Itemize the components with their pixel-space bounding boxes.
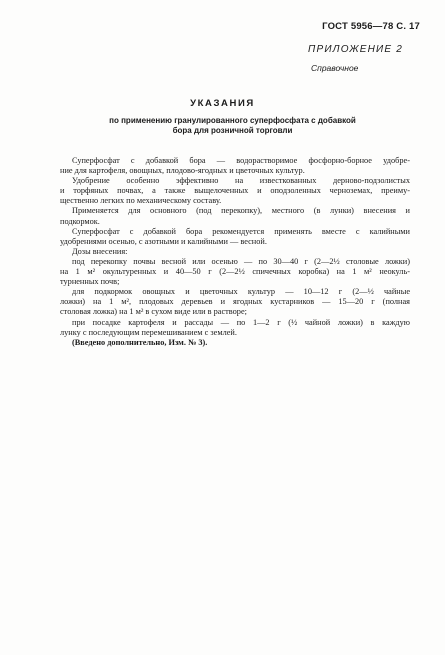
body-line: столовая ложка) на 1 м² в сухом виде или в растворе; xyxy=(60,307,247,317)
body-line: турненных почв; xyxy=(60,277,120,287)
appendix-kind: Справочное xyxy=(311,63,359,73)
body-line: для подкормок овощных и цветочных культур — 10—12 г (2—½ чайные xyxy=(72,287,410,297)
body-line: Суперфосфат с добавкой бора рекомендуется применять вместе с калийными xyxy=(72,226,410,236)
standard-page-header: ГОСТ 5956—78 С. 17 xyxy=(322,21,420,32)
body-line: ложки) на 1 м², плодовых деревьев и ягодных кустарников — 15—20 г (полная xyxy=(60,297,410,307)
body-line: на 1 м² окультуренных и 40—50 г (2—2½ спичечных коробка) на 1 м² неокуль- xyxy=(60,267,410,277)
document-body xyxy=(60,156,410,348)
document-subtitle xyxy=(60,116,405,136)
body-line: под перекопку почвы весной или осенью — по 30—40 г (2—2½ столовые ложки) xyxy=(72,256,410,266)
body-line: щественно легких по механическому составу. xyxy=(60,196,222,206)
body-line: и торфяных почвах, а также выщелоченных и оподзоленных черноземах, преиму- xyxy=(60,186,410,196)
document-title: УКАЗАНИЯ xyxy=(190,98,255,109)
appendix-label: ПРИЛОЖЕНИЕ 2 xyxy=(308,44,403,55)
body-line: подкормок. xyxy=(60,216,100,226)
body-line: лунку с последующим перемешиванием с землей. xyxy=(60,327,237,337)
body-line: ние для картофеля, овощных, плодово-ягодных и цветочных культур. xyxy=(60,166,305,176)
body-line: при посадке картофеля и рассады — по 1—2 г (½ чайной ложки) в каждую xyxy=(72,317,410,327)
subtitle-line: по применению гранулированного суперфосфата с добавкой xyxy=(109,116,356,125)
body-line: удобрениями осенью, с азотными и калийными — весной. xyxy=(60,236,267,246)
body-line: Дозы внесения: xyxy=(72,246,128,256)
subtitle-line: бора для розничной торговли xyxy=(172,126,293,135)
body-line: Применяется для основного (под перекопку), местного (в лунки) внесения и xyxy=(72,206,410,216)
body-line: (Введено дополнительно, Изм. № 3). xyxy=(72,337,208,347)
body-line: Суперфосфат с добавкой бора — водорастворимое фосфорно-борное удобре- xyxy=(72,156,410,165)
body-line: Удобрение особенно эффективно на известкованных дерново-подзолистых xyxy=(72,176,410,186)
